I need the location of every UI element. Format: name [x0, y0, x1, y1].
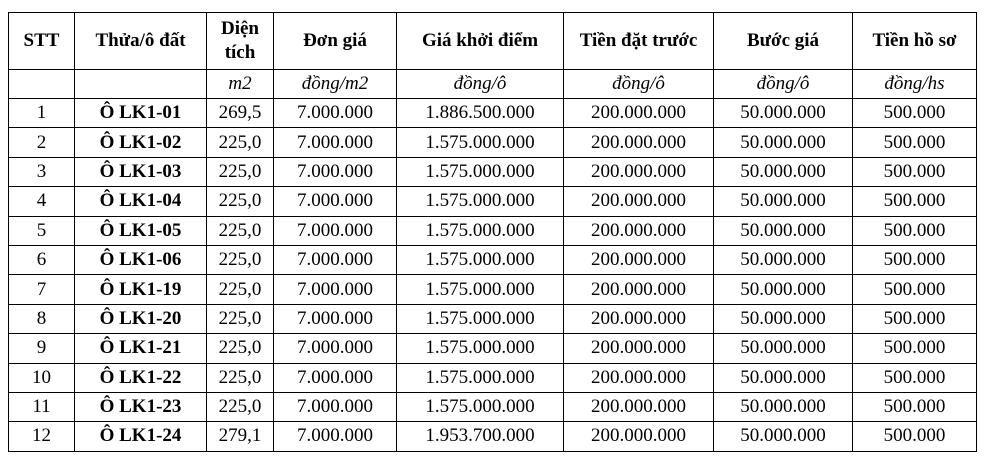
table-row [9, 392, 977, 421]
cell-price-step: 50.000.000 [714, 245, 853, 274]
cell-plot: Ô LK1-24 [75, 422, 207, 451]
table-row [9, 187, 977, 216]
cell-unit-price: 7.000.000 [274, 363, 397, 392]
cell-starting-price: 1.953.700.000 [397, 422, 564, 451]
unit-cell-starting-price: đồng/ô [397, 70, 564, 99]
cell-stt: 12 [9, 422, 75, 451]
cell-dossier-fee: 500.000 [853, 304, 977, 333]
unit-cell-stt [9, 70, 75, 99]
cell-area: 279,1 [207, 422, 274, 451]
table-row [9, 422, 977, 451]
cell-deposit: 200.000.000 [564, 334, 714, 363]
cell-price-step: 50.000.000 [714, 187, 853, 216]
cell-price-step: 50.000.000 [714, 157, 853, 186]
auction-lot-table [8, 12, 977, 452]
column-header-stt: STT [9, 13, 75, 70]
cell-unit-price: 7.000.000 [274, 392, 397, 421]
units-row [9, 70, 977, 99]
unit-cell-unit-price: đồng/m2 [274, 70, 397, 99]
cell-deposit: 200.000.000 [564, 275, 714, 304]
table-row [9, 128, 977, 157]
cell-price-step: 50.000.000 [714, 216, 853, 245]
cell-price-step: 50.000.000 [714, 363, 853, 392]
column-header-area: Diện tích [207, 13, 274, 70]
column-header-price-step: Bước giá [714, 13, 853, 70]
column-header-plot: Thửa/ô đất [75, 13, 207, 70]
cell-dossier-fee: 500.000 [853, 334, 977, 363]
cell-dossier-fee: 500.000 [853, 245, 977, 274]
cell-deposit: 200.000.000 [564, 99, 714, 128]
cell-plot: Ô LK1-02 [75, 128, 207, 157]
auction-lot-table-container [8, 12, 977, 452]
column-header-starting-price: Giá khởi điểm [397, 13, 564, 70]
cell-starting-price: 1.575.000.000 [397, 245, 564, 274]
cell-area: 225,0 [207, 392, 274, 421]
cell-price-step: 50.000.000 [714, 304, 853, 333]
cell-starting-price: 1.575.000.000 [397, 363, 564, 392]
table-row [9, 304, 977, 333]
cell-stt: 8 [9, 304, 75, 333]
cell-plot: Ô LK1-23 [75, 392, 207, 421]
cell-stt: 7 [9, 275, 75, 304]
cell-stt: 9 [9, 334, 75, 363]
cell-area: 269,5 [207, 99, 274, 128]
table-row [9, 334, 977, 363]
cell-plot: Ô LK1-01 [75, 99, 207, 128]
cell-unit-price: 7.000.000 [274, 128, 397, 157]
cell-starting-price: 1.575.000.000 [397, 187, 564, 216]
cell-plot: Ô LK1-19 [75, 275, 207, 304]
cell-dossier-fee: 500.000 [853, 128, 977, 157]
cell-dossier-fee: 500.000 [853, 99, 977, 128]
cell-deposit: 200.000.000 [564, 216, 714, 245]
cell-plot: Ô LK1-21 [75, 334, 207, 363]
cell-stt: 5 [9, 216, 75, 245]
unit-cell-area: m2 [207, 70, 274, 99]
cell-price-step: 50.000.000 [714, 128, 853, 157]
cell-unit-price: 7.000.000 [274, 187, 397, 216]
column-header-deposit: Tiền đặt trước [564, 13, 714, 70]
cell-price-step: 50.000.000 [714, 275, 853, 304]
cell-deposit: 200.000.000 [564, 422, 714, 451]
cell-unit-price: 7.000.000 [274, 275, 397, 304]
table-row [9, 275, 977, 304]
cell-area: 225,0 [207, 245, 274, 274]
table-row [9, 216, 977, 245]
table-row [9, 245, 977, 274]
cell-area: 225,0 [207, 334, 274, 363]
cell-plot: Ô LK1-03 [75, 157, 207, 186]
cell-area: 225,0 [207, 304, 274, 333]
cell-stt: 6 [9, 245, 75, 274]
cell-price-step: 50.000.000 [714, 392, 853, 421]
cell-price-step: 50.000.000 [714, 99, 853, 128]
cell-stt: 11 [9, 392, 75, 421]
cell-area: 225,0 [207, 216, 274, 245]
cell-area: 225,0 [207, 275, 274, 304]
cell-deposit: 200.000.000 [564, 304, 714, 333]
cell-plot: Ô LK1-06 [75, 245, 207, 274]
cell-starting-price: 1.575.000.000 [397, 157, 564, 186]
cell-starting-price: 1.575.000.000 [397, 334, 564, 363]
cell-starting-price: 1.575.000.000 [397, 216, 564, 245]
cell-stt: 1 [9, 99, 75, 128]
table-row [9, 99, 977, 128]
cell-unit-price: 7.000.000 [274, 99, 397, 128]
cell-plot: Ô LK1-05 [75, 216, 207, 245]
cell-price-step: 50.000.000 [714, 422, 853, 451]
cell-unit-price: 7.000.000 [274, 157, 397, 186]
cell-dossier-fee: 500.000 [853, 392, 977, 421]
cell-dossier-fee: 500.000 [853, 157, 977, 186]
unit-cell-price-step: đồng/ô [714, 70, 853, 99]
cell-deposit: 200.000.000 [564, 392, 714, 421]
unit-cell-dossier-fee: đồng/hs [853, 70, 977, 99]
unit-cell-plot [75, 70, 207, 99]
cell-area: 225,0 [207, 187, 274, 216]
cell-plot: Ô LK1-22 [75, 363, 207, 392]
cell-unit-price: 7.000.000 [274, 216, 397, 245]
cell-starting-price: 1.575.000.000 [397, 128, 564, 157]
cell-deposit: 200.000.000 [564, 157, 714, 186]
cell-area: 225,0 [207, 128, 274, 157]
cell-deposit: 200.000.000 [564, 128, 714, 157]
cell-deposit: 200.000.000 [564, 363, 714, 392]
cell-unit-price: 7.000.000 [274, 304, 397, 333]
cell-starting-price: 1.575.000.000 [397, 304, 564, 333]
cell-dossier-fee: 500.000 [853, 363, 977, 392]
cell-unit-price: 7.000.000 [274, 334, 397, 363]
table-row [9, 157, 977, 186]
cell-area: 225,0 [207, 363, 274, 392]
cell-stt: 4 [9, 187, 75, 216]
cell-starting-price: 1.575.000.000 [397, 275, 564, 304]
cell-deposit: 200.000.000 [564, 187, 714, 216]
cell-dossier-fee: 500.000 [853, 187, 977, 216]
header-row [9, 13, 977, 70]
unit-cell-deposit: đồng/ô [564, 70, 714, 99]
cell-stt: 10 [9, 363, 75, 392]
cell-plot: Ô LK1-20 [75, 304, 207, 333]
cell-price-step: 50.000.000 [714, 334, 853, 363]
cell-dossier-fee: 500.000 [853, 275, 977, 304]
cell-dossier-fee: 500.000 [853, 422, 977, 451]
cell-area: 225,0 [207, 157, 274, 186]
table-row [9, 363, 977, 392]
cell-starting-price: 1.886.500.000 [397, 99, 564, 128]
cell-starting-price: 1.575.000.000 [397, 392, 564, 421]
column-header-unit-price: Đơn giá [274, 13, 397, 70]
column-header-dossier-fee: Tiền hồ sơ [853, 13, 977, 70]
cell-stt: 3 [9, 157, 75, 186]
cell-dossier-fee: 500.000 [853, 216, 977, 245]
cell-unit-price: 7.000.000 [274, 422, 397, 451]
cell-plot: Ô LK1-04 [75, 187, 207, 216]
cell-stt: 2 [9, 128, 75, 157]
cell-unit-price: 7.000.000 [274, 245, 397, 274]
cell-deposit: 200.000.000 [564, 245, 714, 274]
